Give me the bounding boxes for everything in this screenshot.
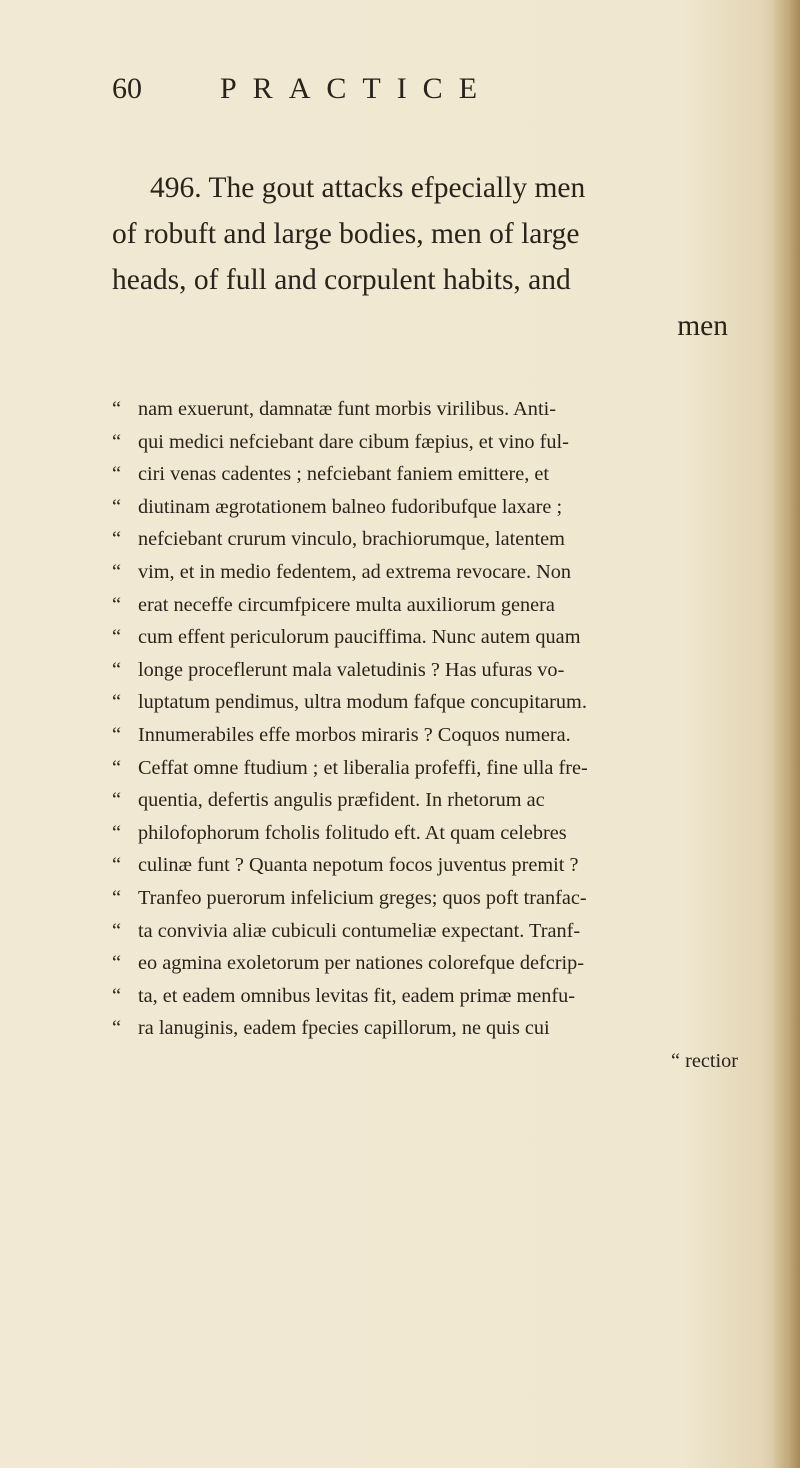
quote-mark: “: [112, 528, 122, 551]
quote-line-text: Tranfeo puerorum infelicium greges; quos poft tranfac-: [138, 886, 587, 909]
quote-line-text: ra lanuginis, eadem fpecies capillorum, ne quis cui: [138, 1017, 550, 1040]
quote-mark: “: [112, 691, 122, 714]
quote-mark: “: [112, 495, 122, 518]
quote-line: [112, 589, 746, 622]
quote-line: [112, 882, 746, 915]
quote-line-text: nam exuerunt, damnatæ funt morbis virilibus. Anti-: [138, 398, 556, 420]
quote-line-text: Innumerabiles effe morbos miraris ? Coquos numera.: [138, 723, 571, 746]
quote-line: [112, 719, 746, 752]
quote-line-text: vim, et in medio fedentem, ad extrema revocare. Non: [138, 560, 572, 583]
quote-line-text: philofophorum fcholis folitudo eft. At quam celebres: [138, 821, 567, 844]
quote-mark: “: [112, 821, 122, 844]
quote-line: [112, 752, 746, 785]
paragraph-line: men: [677, 310, 728, 342]
quote-line-text: qui medici nefciebant dare cibum fæpius, et vino ful-: [138, 430, 569, 453]
quote-line: [112, 556, 746, 589]
quote-line-text: cum effent periculorum pauciffima. Nunc autem quam: [138, 626, 581, 649]
quote-line-text: luptatum pendimus, ultra modum fafque concupitarum.: [138, 691, 587, 714]
page-header: [112, 72, 632, 116]
quote-mark: “: [112, 626, 122, 649]
quote-line: [112, 915, 746, 948]
quote-mark: “: [112, 789, 122, 812]
catchword: “ rectior: [671, 1049, 738, 1072]
quote-line-text: ciri venas cadentes ; nefciebant faniem emittere, et: [138, 463, 550, 486]
quote-mark: “: [112, 560, 122, 583]
quote-line-text: ta convivia aliæ cubiculi contumeliæ expectant. Tranf-: [138, 919, 581, 942]
page-number: 60: [112, 72, 142, 105]
quote-line-text: longe proceflerunt mala valetudinis ? Has ufuras vo-: [138, 658, 565, 681]
quote-line: [112, 491, 746, 524]
quote-mark: “: [112, 756, 122, 779]
main-paragraph: [112, 165, 732, 349]
quote-line-text: culinæ funt ? Quanta nepotum focos juventus premit ?: [138, 854, 579, 877]
paragraph-line: 496. The gout attacks efpecially men: [150, 172, 586, 204]
quote-line: [112, 426, 746, 459]
quote-mark: “: [112, 658, 122, 681]
quote-mark: “: [112, 886, 122, 909]
quote-line-text: erat neceffe circumfpicere multa auxiliorum genera: [138, 593, 555, 616]
quote-line: [112, 784, 746, 817]
running-head: PRACTICE: [220, 72, 494, 105]
quote-line: [112, 849, 746, 882]
quote-line: [112, 947, 746, 980]
quote-line: [112, 1012, 746, 1045]
quote-line-text: nefciebant crurum vinculo, brachiorumque, latentem: [138, 528, 565, 551]
quote-line: [112, 817, 746, 850]
quote-line: [112, 393, 746, 426]
quote-mark: “: [112, 723, 122, 746]
quote-line-text: quentia, defertis angulis præfident. In rhetorum ac: [138, 789, 545, 812]
paragraph-line: of robuft and large bodies, men of large: [112, 218, 580, 250]
quote-mark: “: [112, 463, 122, 486]
quote-mark: “: [112, 430, 122, 453]
quote-mark: “: [112, 854, 122, 877]
quote-mark: “: [112, 919, 122, 942]
quote-line: [112, 654, 746, 687]
quote-mark: “: [112, 398, 122, 420]
quote-line-text: diutinam ægrotationem balneo fudoribufque laxare ;: [138, 495, 563, 518]
paragraph-line: heads, of full and corpulent habits, and: [112, 264, 571, 296]
page-edge-shading: [772, 0, 800, 1468]
quote-line: [112, 980, 746, 1013]
quote-mark: “: [112, 593, 122, 616]
quote-mark: “: [112, 1017, 122, 1040]
quote-line: [112, 458, 746, 491]
quote-mark: “: [112, 952, 122, 975]
latin-quotation: [112, 393, 746, 1077]
quote-line-text: eo agmina exoletorum per nationes colorefque defcrip-: [138, 952, 584, 975]
quote-line: [112, 523, 746, 556]
quote-mark: “: [112, 984, 122, 1007]
quote-line: [112, 686, 746, 719]
quote-line: [112, 621, 746, 654]
quote-line-text: ta, et eadem omnibus levitas fit, eadem primæ menfu-: [138, 984, 576, 1007]
quote-line-text: Ceffat omne ftudium ; et liberalia profeffi, fine ulla fre-: [138, 756, 588, 779]
